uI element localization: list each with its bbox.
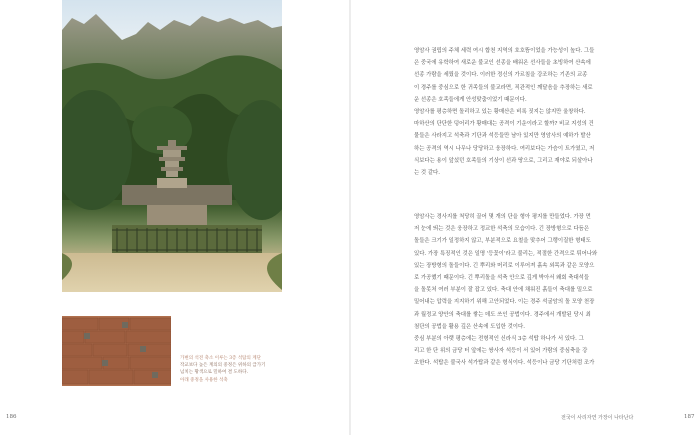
text-line: 로 가공했기 때문이다. 긴 뿌리돌을 석축 안으로 깊게 박아서 왜회 축대석들: [414, 275, 590, 282]
text-line: 저 눈에 띄는 것은 웅장하고 정교한 석축의 모습이다. 긴 장방형으로 다듬은: [414, 226, 590, 233]
text-line: 리고 한 단 위의 금당 터 앞에는 쌍사자 석등이 서 있어 가람의 중심축을 강: [414, 348, 588, 355]
brick-wall-photo: [62, 316, 171, 386]
text-line: 영암사를 평층하면 돌리하고 있는 황매산은 비록 짓지는 않지만 울창하다.: [414, 109, 586, 116]
text-line: 을 돌못처 여러 부분이 잘 잡고 있다. 축대 안에 채워진 흙들이 축대를 밀으로: [414, 287, 593, 294]
text-line: 선종 가람을 세웠을 것이다. 이러한 정신의 가르침을 강조하는 기존의 교종: [414, 72, 588, 79]
text-line: 이 경주를 중심으로 한 귀족들의 불교라면, 직관적인 깨달음을 추장하는 새로: [414, 84, 593, 91]
text-line: 는 것 같다.: [414, 170, 440, 177]
text-line: 있는 장방형의 돌들이다. 긴 뿌리와 머리로 이루어져 흙속 외목과 같은 모양으: [414, 262, 595, 269]
temple-pagoda-illustration: [62, 0, 282, 292]
text-line: 첨단의 공법을 활용 깊은 산속에 도입한 것이다.: [414, 323, 525, 330]
text-line: 돌들은 크기가 일정하지 않고, 부분적으로 요철을 맞추어 그랭이질한 형태도: [414, 238, 591, 245]
text-line: 과 월정교 양안의 축대를 쌓는 데도 쓰인 공법이다. 경주에서 개발된 당시 최: [414, 311, 591, 318]
right-page-number: 187: [684, 414, 695, 420]
left-page-number: 186: [6, 414, 17, 420]
text-line: 영암사는 경사지를 척당히 끌어 몇 개의 단을 형아 평지를 만들었다. 가장 먼: [414, 214, 591, 220]
caption-line: 아래 중정을 사용한 석축: [180, 377, 228, 383]
text-line: 운 선종은 호족들에게 안성맞춤이었기 때문이다.: [414, 96, 527, 103]
text-line: 마하산의 단단한 덩어리가 황매대는 공격이 기운이라고 할까? 비교 지성의 건: [414, 121, 594, 128]
text-line: 식보다는 용이 앞섰던 호족들의 기상이 선과 땅으로, 그리고 재야로 되살아나: [414, 157, 593, 164]
caption-line: 넘치는 황색으로 밀하여 결 도하다.: [180, 370, 249, 376]
text-line: 밀어내는 압력을 지지하기 위해 고안되었다. 이는 경주 석굴암의 돌 모양 천장: [414, 299, 595, 306]
running-head: 전국이 사리자연 가장이 나타난다: [561, 415, 634, 421]
text-line: 조한다. 석탑은 불국사 석가탑과 같은 형식이다. 석등이나 금당 기단처럼 조가: [414, 360, 595, 367]
text-line: 물들은 사라지고 석축과 기단과 석등들만 남아 있지만 영암사의 예하가 발산: [414, 133, 591, 140]
page-gutter: [349, 0, 351, 435]
stone-wall-illustration: [62, 316, 171, 386]
text-line: 있다. 가장 특징적인 것은 일명 '등꽃이'라고 불리는, 적절한 간격으로 튀어나와: [414, 250, 598, 257]
body-text-section-1: [414, 45, 689, 179]
text-line: 은 중국에 유학하여 새로운 불교인 선종을 배워온 선사들을 초빙하여 산속에: [414, 60, 591, 67]
caption-line: 가변의 석전 축소 이루는 3층 석탑의 계단: [180, 356, 261, 361]
text-line: 하는 공격의 역시 나무나 당당하고 웅장하다. 여리보다는 가슴이 트가였고, 저: [414, 145, 595, 152]
photo-caption: [180, 355, 330, 384]
temple-pagoda-photo: [62, 0, 282, 292]
caption-line: 작교보다 높은 계의의 중정은 위하의 급가기: [180, 363, 266, 369]
text-line: 중심 부분의 아랫 평층에는 전형적인 신라식 3층 석탑 하나가 서 있다. 그: [414, 336, 584, 343]
body-text-section-2: [414, 211, 689, 370]
text-line: 영암사 권립의 주체 세력 여시 합천 지역의 호호뜸이었을 가능성이 높다. 그들: [414, 48, 595, 54]
